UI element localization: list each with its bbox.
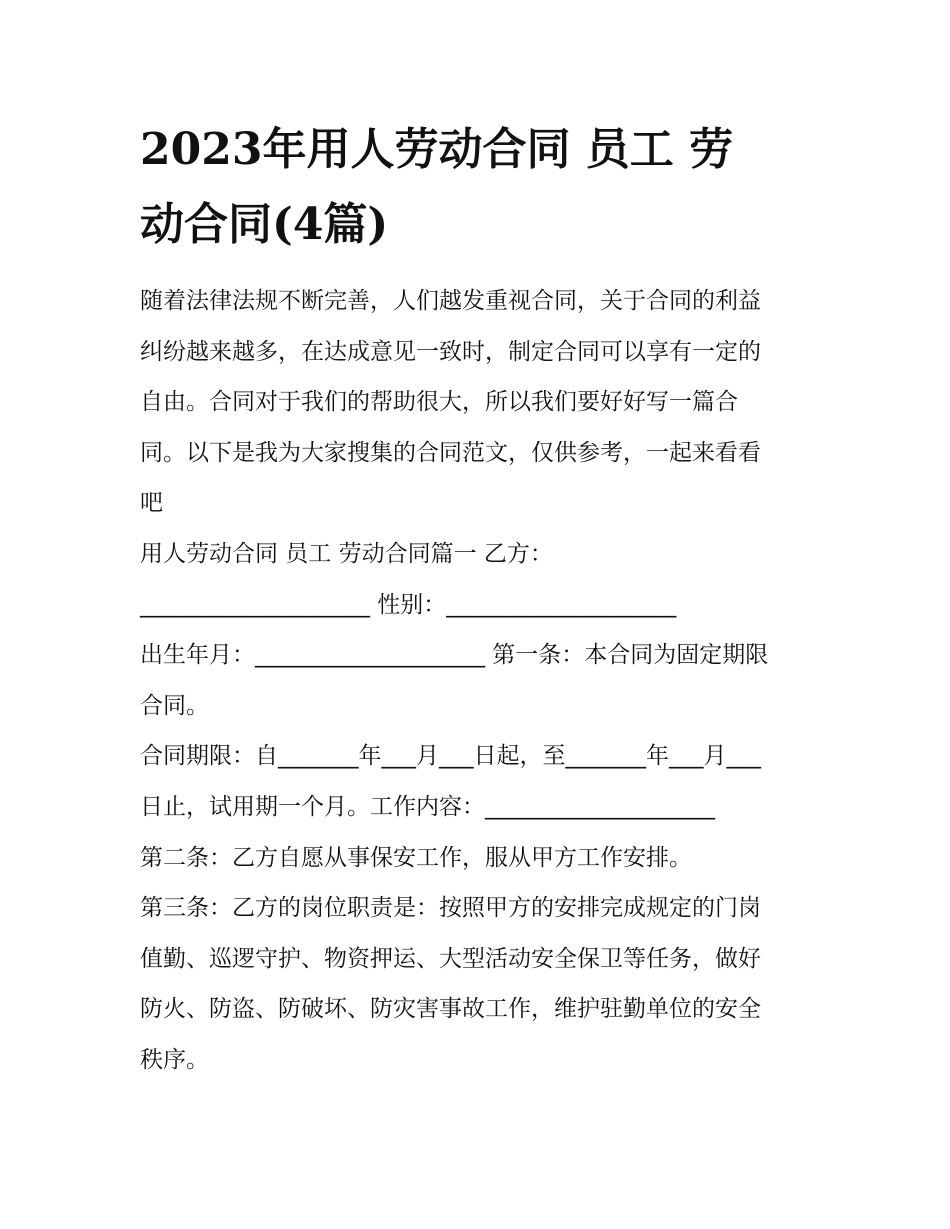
birth-article1-line: 出生年月：____________________ 第一条：本合同为固定期限	[140, 642, 769, 669]
article1-cont-line: 合同。	[140, 692, 209, 719]
probation-line: 日止，试用期一个月。工作内容：____________________	[140, 793, 715, 820]
contract-term-line: 合同期限：自_______年___月___日起，至_______年___月___	[140, 743, 761, 770]
title-line-2: 动合同(4篇)	[140, 199, 389, 250]
article2-line: 第二条：乙方自愿从事保安工作，服从甲方工作安排。	[140, 844, 692, 871]
title-line-1: 2023年用人劳动合同 员工 劳	[140, 124, 734, 175]
article3-line-1: 第三条：乙方的岗位职责是：按照甲方的安排完成规定的门岗	[140, 895, 761, 922]
document-body	[140, 276, 820, 1086]
article3-line-2: 值勤、巡逻守护、物资押运、大型活动安全保卫等任务，做好	[140, 945, 761, 972]
intro-line-3: 自由。合同对于我们的帮助很大，所以我们要好好写一篇合	[140, 389, 738, 416]
name-gender-line: ____________________ 性别：____________________	[140, 591, 677, 618]
article3-line-3: 防火、防盗、防破坏、防灾害事故工作，维护驻勤单位的安全	[140, 996, 761, 1023]
article3-line-4: 秩序。	[140, 1046, 209, 1073]
intro-line-2: 纠纷越来越多，在达成意见一致时，制定合同可以享有一定的	[140, 338, 761, 365]
intro-line-4: 同。以下是我为大家搜集的合同范文，仅供参考，一起来看看	[140, 439, 761, 466]
section-heading-line: 用人劳动合同 员工 劳动合同篇一 乙方：	[140, 540, 553, 567]
document-title	[140, 112, 820, 262]
intro-line-1: 随着法律法规不断完善，人们越发重视合同，关于合同的利益	[140, 288, 761, 314]
intro-line-5: 吧	[140, 490, 163, 517]
